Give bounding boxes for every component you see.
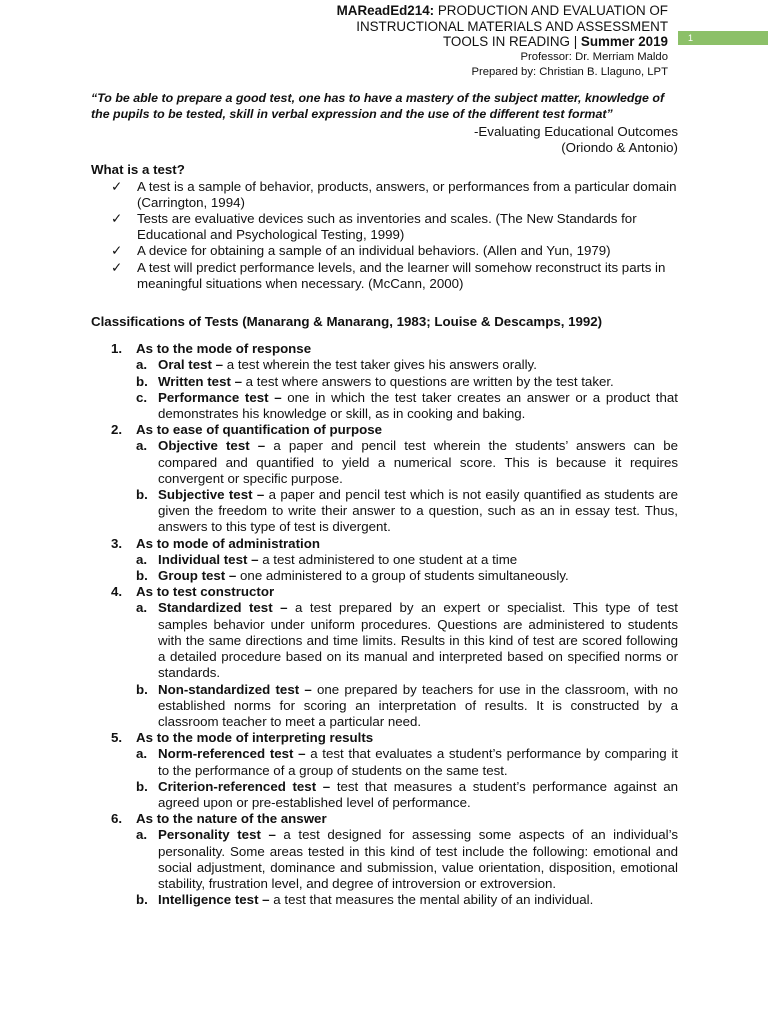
item-letter: c.	[136, 389, 148, 405]
item-letter: b.	[136, 778, 148, 794]
group-number: 2.	[111, 422, 123, 438]
definition-text: Tests are evaluative devices such as inventories and scales. (The New Standards for Educational and Psychological Testing, 1999)	[137, 211, 637, 243]
classification-group	[91, 584, 678, 730]
test-type-item	[136, 892, 678, 908]
quote-source-1: -Evaluating Educational Outcomes	[474, 124, 678, 139]
opening-quote: “To be able to prepare a good test, one has to have a mastery of the subject matter, knowledge of the pupils to be tested, skill in verbal expression and the use of the different test format”	[91, 91, 665, 121]
item-letter: a.	[136, 438, 148, 454]
test-type-list	[136, 552, 678, 584]
classification-group	[91, 811, 678, 908]
group-number: 1.	[111, 341, 123, 357]
item-letter: b.	[136, 373, 148, 389]
test-type-list	[136, 438, 678, 535]
item-letter: b.	[136, 681, 148, 697]
item-letter: a.	[136, 551, 148, 567]
test-description: a test that measures the mental ability of an individual.	[269, 892, 594, 908]
test-term: Subjective test –	[158, 487, 265, 503]
item-letter: a.	[136, 746, 148, 762]
definition-item	[91, 179, 678, 211]
test-term: Oral test –	[158, 357, 224, 373]
test-type-item	[136, 487, 678, 536]
item-letter: a.	[136, 827, 148, 843]
test-description: one administered to a group of students simultaneously.	[236, 568, 569, 584]
test-type-list	[136, 600, 678, 730]
document-header	[148, 3, 668, 86]
checkmark-icon: ✓	[111, 259, 123, 275]
item-letter: a.	[136, 357, 148, 373]
test-type-item	[136, 374, 678, 390]
group-number: 5.	[111, 730, 123, 746]
test-term: Performance test –	[158, 389, 282, 405]
checkmark-icon: ✓	[111, 211, 123, 227]
test-term: Intelligence test –	[158, 892, 270, 908]
definition-item	[91, 211, 678, 243]
test-description: one prepared by teachers for use in the classroom, with no established norms for scoring an interpretation of results. It is constructed by a classroom teacher to meet a particular need.	[158, 681, 678, 729]
group-number: 4.	[111, 584, 123, 600]
classification-group	[91, 730, 678, 811]
test-term: Objective test –	[158, 438, 266, 454]
test-description: a paper and pencil test which is not easily quantified as students are given the freedom to write their answer to a question, such as an in essay test. Thus, answers to this type of test is divergent.	[158, 487, 678, 535]
course-line-1	[148, 3, 668, 19]
page-number-badge: 1	[678, 31, 768, 45]
test-description: one in which the test taker creates an answer or a product that demonstrates his knowledge or skill, as in cooking and baking.	[158, 389, 678, 422]
course-term: Summer 2019	[580, 34, 668, 49]
what-is-test-heading: What is a test?	[91, 162, 185, 178]
item-letter: a.	[136, 600, 148, 616]
group-title: As to test constructor	[136, 584, 275, 600]
test-type-item	[136, 568, 678, 584]
definition-text: A test will predict performance levels, and the learner will somehow reconstruct its parts in meaningful situations when necessary. (McCann, 2000)	[137, 259, 666, 291]
classification-list	[91, 341, 678, 908]
checkmark-icon: ✓	[111, 243, 123, 259]
test-description: a test that evaluates a student’s performance by comparing it to the performance of a group of students on the same test.	[158, 746, 679, 778]
course-title-1: PRODUCTION AND EVALUATION OF	[437, 3, 668, 18]
course-title-3: TOOLS IN READING |	[442, 34, 578, 49]
test-type-list	[136, 357, 678, 422]
document-body	[91, 90, 678, 908]
item-letter: b.	[136, 487, 148, 503]
test-term: Norm-referenced test –	[158, 746, 306, 762]
test-term: Criterion-referenced test –	[158, 778, 331, 794]
group-title: As to the mode of response	[136, 341, 312, 357]
classifications-heading: Classifications of Tests (Manarang & Manarang, 1983; Louise & Descamps, 1992)	[91, 314, 603, 330]
item-letter: b.	[136, 568, 148, 584]
test-type-item	[136, 779, 678, 811]
definition-text: A device for obtaining a sample of an individual behaviors. (Allen and Yun, 1979)	[137, 243, 611, 259]
definition-item	[91, 243, 678, 259]
course-line-3	[148, 34, 668, 50]
test-term: Standardized test –	[158, 600, 288, 616]
test-type-list	[136, 746, 678, 811]
test-description: a test prepared by an expert or specialist. This type of test samples behavior under uniform procedures. Questions are administered to students with the same directions and time limits. Results in this kind of test are scored following a detailed procedure based on its manual and interpreted based on specified norms or standards.	[158, 600, 678, 681]
test-type-item	[136, 827, 678, 892]
checkmark-icon: ✓	[111, 178, 123, 194]
test-type-item	[136, 438, 678, 487]
test-term: Non-standardized test –	[158, 681, 312, 697]
group-number: 3.	[111, 535, 123, 551]
definition-list	[91, 179, 678, 292]
test-description: a test designed for assessing some aspects of an individual’s personality. Some areas tested in this kind of test include the following: emotional and social adjustment, dominance and submission, value orientation, disposition, emotional stability, frustration level, and degree of introversion or extroversion.	[158, 827, 678, 891]
test-type-item	[136, 682, 678, 731]
test-description: a test wherein the test taker gives his answers orally.	[223, 357, 537, 373]
test-type-item	[136, 357, 678, 373]
classification-group	[91, 536, 678, 585]
definition-item	[91, 260, 678, 292]
test-term: Group test –	[158, 568, 237, 584]
classification-group	[91, 341, 678, 422]
group-title: As to ease of quantification of purpose	[136, 422, 383, 438]
test-term: Personality test –	[158, 827, 276, 843]
test-type-item	[136, 746, 678, 778]
course-title-2: INSTRUCTIONAL MATERIALS AND ASSESSMENT	[356, 18, 668, 34]
prepared-by-line: Prepared by: Christian B. Llaguno, LPT	[471, 65, 668, 78]
test-description: a test administered to one student at a time	[258, 551, 518, 567]
header-cut-line	[148, 80, 668, 86]
group-title: As to mode of administration	[136, 535, 320, 551]
classification-group	[91, 422, 678, 535]
course-code: MAReadEd214:	[336, 3, 435, 18]
test-description: a paper and pencil test wherein the students’ answers can be compared and quantified to yield a numerical score. This is because it requires convergent or specific purpose.	[158, 438, 678, 486]
professor-line: Professor: Dr. Merriam Maldo	[520, 50, 668, 63]
test-type-item	[136, 552, 678, 568]
test-term: Individual test –	[158, 551, 259, 567]
test-type-list	[136, 827, 678, 908]
test-term: Written test –	[158, 373, 242, 389]
group-number: 6.	[111, 811, 123, 827]
definition-text: A test is a sample of behavior, products, answers, or performances from a particular domain (Carrington, 1994)	[137, 178, 677, 210]
test-description: test that measures a student’s performance against an agreed upon or pre-established level of performance.	[158, 778, 678, 810]
group-title: As to the mode of interpreting results	[136, 730, 374, 746]
quote-source-2: (Oriondo & Antonio)	[561, 140, 678, 156]
item-letter: b.	[136, 892, 148, 908]
test-description: a test where answers to questions are written by the test taker.	[241, 373, 614, 389]
group-title: As to the nature of the answer	[136, 811, 327, 827]
test-type-item	[136, 390, 678, 422]
test-type-item	[136, 600, 678, 681]
